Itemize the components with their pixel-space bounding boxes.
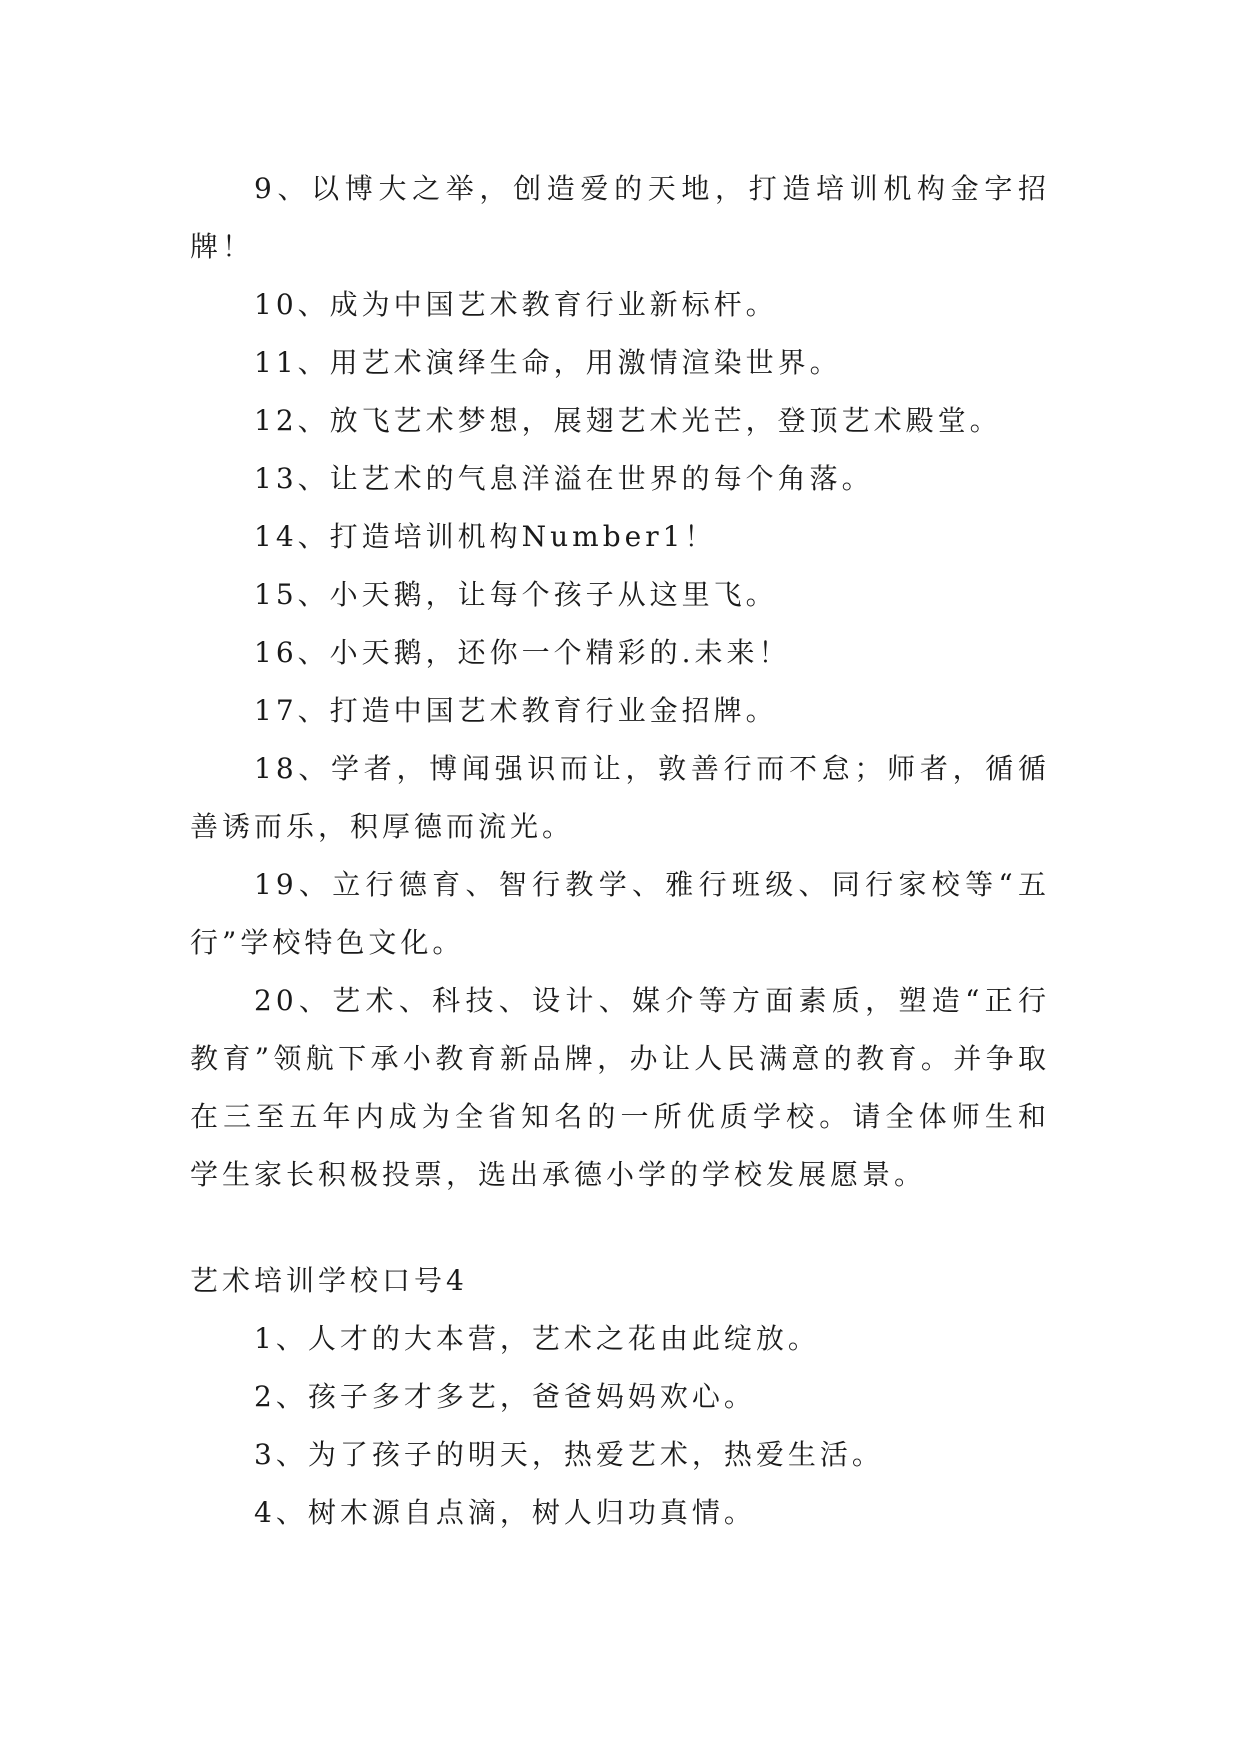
slogan-item: 14、打造培训机构Number1！ <box>254 520 717 553</box>
slogan-item: 2、孩子多才多艺，爸爸妈妈欢心。 <box>254 1380 756 1413</box>
slogan-item: 11、用艺术演绎生命，用激情渲染世界。 <box>254 346 842 379</box>
slogan-item: 15、小天鹅，让每个孩子从这里飞。 <box>254 578 778 611</box>
slogan-item: 10、成为中国艺术教育行业新标杆。 <box>254 288 778 321</box>
slogan-item: 18、学者，博闻强识而让，敦善行而不怠；师者，循循善诱而乐，积厚德而流光。 <box>190 752 1050 843</box>
slogan-item: 4、树木源自点滴，树人归功真情。 <box>254 1496 756 1529</box>
slogan-item: 12、放飞艺术梦想，展翅艺术光芒，登顶艺术殿堂。 <box>254 404 1002 437</box>
slogan-item: 19、立行德育、智行教学、雅行班级、同行家校等“五行”学校特色文化。 <box>190 868 1050 959</box>
slogan-item: 17、打造中国艺术教育行业金招牌。 <box>254 694 778 727</box>
slogan-item: 16、小天鹅，还你一个精彩的.未来！ <box>254 636 791 669</box>
slogan-item: 3、为了孩子的明天，热爱艺术，热爱生活。 <box>254 1438 884 1471</box>
slogan-item: 20、艺术、科技、设计、媒介等方面素质，塑造“正行教育”领航下承小教育新品牌，办让人民满意的教育。并争取在三至五年内成为全省知名的一所优质学校。请全体师生和学生家长积极投票，选出承德小学的学校发展愿景。 <box>190 984 1050 1191</box>
slogan-item: 9、以博大之举，创造爱的天地，打造培训机构金字招牌！ <box>190 172 1050 263</box>
document-body <box>190 160 1050 1542</box>
slogan-item: 1、人才的大本营，艺术之花由此绽放。 <box>254 1322 820 1355</box>
section-heading: 艺术培训学校口号4 <box>190 1264 468 1297</box>
slogan-item: 13、让艺术的气息洋溢在世界的每个角落。 <box>254 462 874 495</box>
